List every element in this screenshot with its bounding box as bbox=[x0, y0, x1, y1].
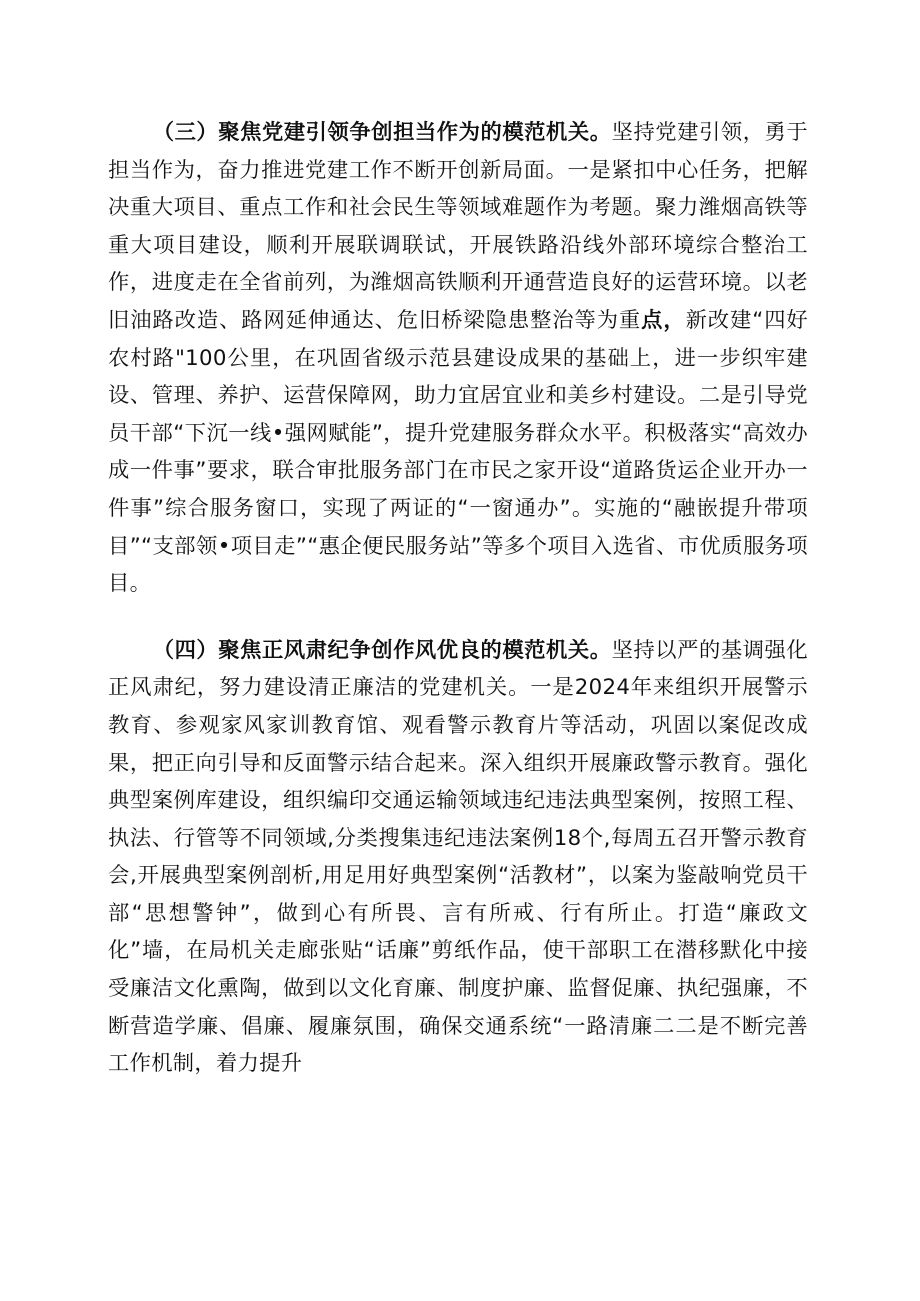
section-4-heading: （四）聚焦正风肃纪争创作风优良的模范机关。 bbox=[152, 637, 612, 663]
document-page bbox=[108, 114, 808, 1083]
section-3-body-part-1: 坚持党建引领，勇于担当作为，奋力推进党建工作不断开创新局面。一是紧扣中心任务，把解决重大项目、重点工作和社会民生等领域难题作为考题。聚力潍烟高铁等重大项目建设，顺利开展联调联试，开展铁路沿线外部环境综合整治工作，进度走在全省前列，为潍烟高铁顺利开通营造良好的运营环境。以老旧油路改造、路网延伸通达、危旧桥梁隐患整治等为重 bbox=[108, 120, 808, 333]
section-3-body-part-2: 新改建“四好农村路"100公里，在巩固省级示范县建设成果的基础上，进一步织牢建设、管理、养护、运营保障网，助力宜居宜业和美乡村建设。二是引导党员干部“下沉一线•强网赋能”，提升党建服务群众水平。积极落实“高效办成一件事”要求，联合审批服务部门在市民之家开设“道路货运企业开办一件事”综合服务窗口，实现了两证的“一窗通办”。实施的“融嵌提升带项目”“支部领•项目走”“惠企便民服务站”等多个项目入选省、市优质服务项目。 bbox=[108, 307, 808, 597]
section-3-bold-char: 点， bbox=[641, 307, 686, 333]
paragraph-section-3 bbox=[108, 114, 808, 603]
paragraph-section-4 bbox=[108, 632, 808, 1083]
section-3-heading: （三）聚焦党建引领争创担当作为的模范机关。 bbox=[152, 120, 612, 145]
section-4-body: 坚持以严的基调强化正风肃纪，努力建设清正廉洁的党建机关。一是2024年来组织开展警示教育、参观家风家训教育馆、观看警示教育片等活动，巩固以案促改成果，把正向引导和反面警示结合起来。深入组织开展廉政警示教育。强化典型案例库建设，组织编印交通运输领域违纪违法典型案例，按照工程、执法、行管等不同领域,分类搜集违纪违法案例18个,每周五召开警示教育会,开展典型案例剖析,用足用好典型案例“活教材”，以案为鉴敲响党员干部“思想警钟”，做到心有所畏、言有所戒、行有所止。打造“廉政文化”墙，在局机关走廊张贴“话廉”剪纸作品，使干部职工在潜移默化中接受廉洁文化熏陶，做到以文化育廉、制度护廉、监督促廉、执纪强廉，不断营造学廉、倡廉、履廉氛围，确保交通系统“一路清廉二二是不断完善工作机制，着力提升 bbox=[108, 637, 808, 1077]
